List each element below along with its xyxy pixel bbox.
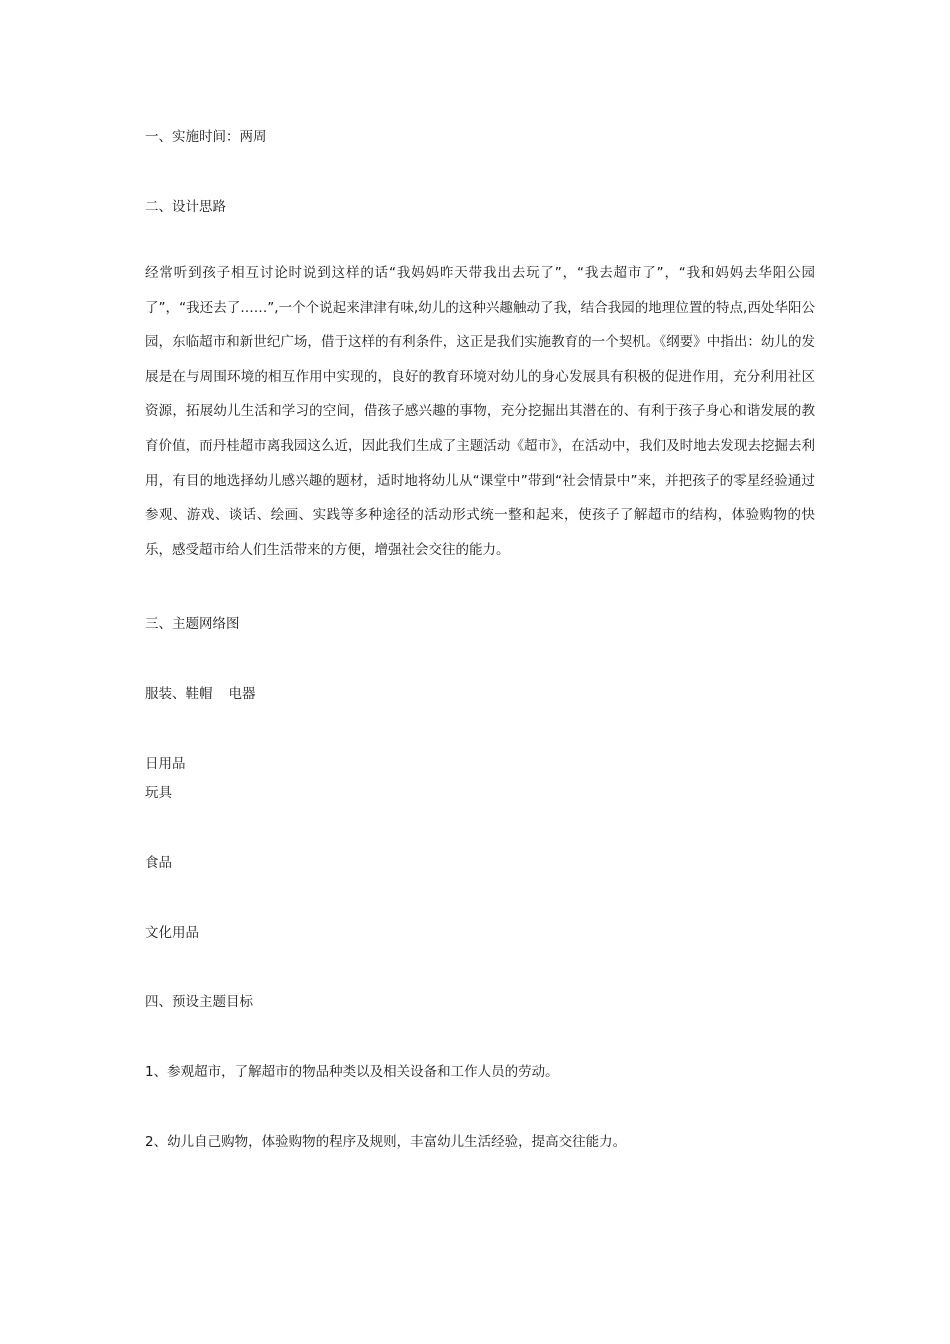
section-heading-preset-goals: 四、预设主题目标 <box>145 994 253 1010</box>
section-heading-implementation-time: 一、实施时间：两周 <box>145 129 267 145</box>
network-node-clothing: 服装、鞋帽 <box>145 686 213 702</box>
design-idea-paragraph: 经常听到孩子相互讨论时说到这样的话“我妈妈昨天带我出去玩了”，“我去超市了”，“我和妈妈去华阳公园了”，“我还去了……”,一个个说起来津津有味,幼儿的这种兴趣触动了我，结合我园的地理位置的特点,西处华阳公园，东临超市和新世纪广场，借于这样的有利条件，这正是我们实施教育的一个契机。《纲要》中指出：幼儿的发展是在与周围环境的相互作用中实现的，良好的教育环境对幼儿的身心发展具有积极的促进作用，充分利用社区资源，拓展幼儿生活和学习的空间，借孩子感兴趣的事物，充分挖掘出其潜在的、有利于孩子身心和谐发展的教育价值，而丹桂超市离我园这么近，因此我们生成了主题活动《超市》，在活动中，我们及时地去发现去挖掘去利用，有目的地选择幼儿感兴趣的题材，适时地将幼儿从“课堂中”带到“社会情景中”来，并把孩子的零星经验通过参观、游戏、谈话、绘画、实践等多种途径的活动形式统一整和起来，使孩子了解超市的结构，体验购物的快乐，感受超市给人们生活带来的方便，增强社会交往的能力。 <box>145 265 815 558</box>
network-row-1 <box>145 685 256 703</box>
goal-item: 1、参观超市，了解超市的物品种类以及相关设备和工作人员的劳动。 <box>145 1064 559 1080</box>
network-node-electrical: 电器 <box>228 686 256 702</box>
network-node-stationery: 文化用品 <box>145 925 199 941</box>
section-heading-theme-network: 三、主题网络图 <box>145 616 240 632</box>
network-node-toys: 玩具 <box>145 785 172 801</box>
goal-item: 2、幼儿自己购物，体验购物的程序及规则，丰富幼儿生活经验，提高交往能力。 <box>145 1134 627 1150</box>
network-node-food: 食品 <box>145 855 172 871</box>
section-heading-design-idea: 二、设计思路 <box>145 199 226 215</box>
network-node-daily: 日用品 <box>145 756 186 772</box>
